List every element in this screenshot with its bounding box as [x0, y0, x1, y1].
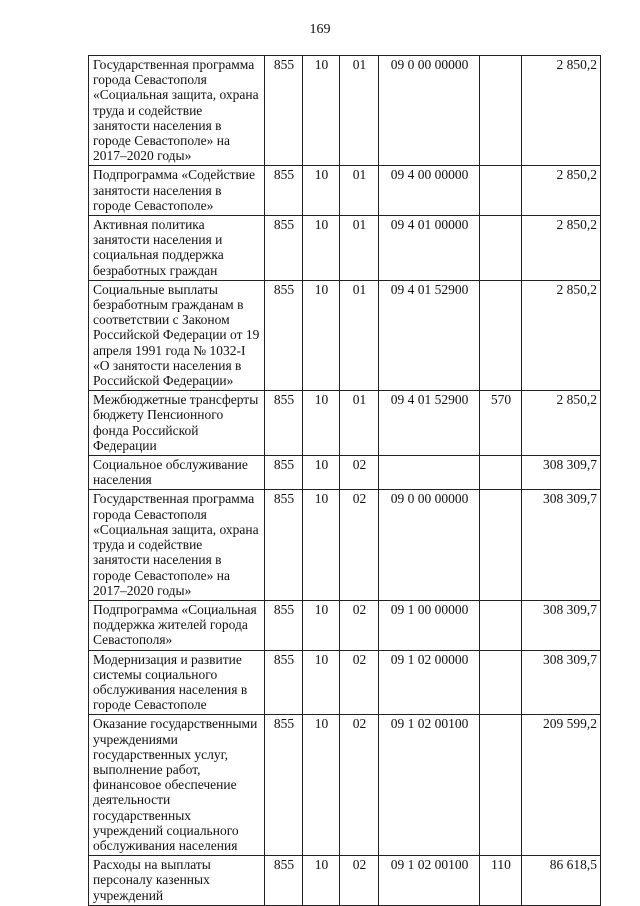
subsection-code-cell: 02: [340, 600, 379, 650]
table-row: [89, 216, 601, 281]
admin-code-cell: 855: [265, 856, 303, 906]
expense-type-cell: 570: [480, 391, 522, 456]
amount-cell: 2 850,2: [522, 391, 601, 456]
table-row: [89, 600, 601, 650]
admin-code-cell: 855: [265, 56, 303, 166]
row-name-cell: Модернизация и развитие системы социального обслуживания населения в городе Севастополе: [89, 650, 265, 715]
amount-cell: 209 599,2: [522, 715, 601, 856]
subsection-code-cell: 02: [340, 715, 379, 856]
section-code-cell: 10: [303, 280, 340, 390]
budget-table-body: [89, 56, 601, 906]
admin-code-cell: 855: [265, 456, 303, 490]
table-row: [89, 391, 601, 456]
amount-cell: 308 309,7: [522, 600, 601, 650]
expense-type-cell: [480, 600, 522, 650]
section-code-cell: 10: [303, 391, 340, 456]
amount-cell: 2 850,2: [522, 166, 601, 216]
row-name-cell: Государственная программа города Севастополя «Социальная защита, охрана труда и содействие занятости населения в городе Севастополе» на 2017–2020 годы»: [89, 56, 265, 166]
admin-code-cell: 855: [265, 391, 303, 456]
amount-cell: 2 850,2: [522, 216, 601, 281]
expense-type-cell: [480, 216, 522, 281]
budget-table: [88, 55, 601, 906]
subsection-code-cell: 01: [340, 166, 379, 216]
admin-code-cell: 855: [265, 650, 303, 715]
expense-type-cell: [480, 166, 522, 216]
amount-cell: 86 618,5: [522, 856, 601, 906]
row-name-cell: Оказание государственными учреждениями государственных услуг, выполнение работ, финансовое обеспечение деятельности государственных учреждений социального обслуживания населения: [89, 715, 265, 856]
expense-type-cell: [480, 456, 522, 490]
target-code-cell: 09 4 00 00000: [379, 166, 480, 216]
target-code-cell: 09 0 00 00000: [379, 490, 480, 600]
admin-code-cell: 855: [265, 280, 303, 390]
admin-code-cell: 855: [265, 600, 303, 650]
subsection-code-cell: 01: [340, 56, 379, 166]
table-row: [89, 715, 601, 856]
target-code-cell: 09 0 00 00000: [379, 56, 480, 166]
amount-cell: 2 850,2: [522, 56, 601, 166]
target-code-cell: [379, 456, 480, 490]
section-code-cell: 10: [303, 600, 340, 650]
table-row: [89, 650, 601, 715]
admin-code-cell: 855: [265, 715, 303, 856]
section-code-cell: 10: [303, 216, 340, 281]
amount-cell: 308 309,7: [522, 490, 601, 600]
amount-cell: 2 850,2: [522, 280, 601, 390]
expense-type-cell: [480, 490, 522, 600]
admin-code-cell: 855: [265, 216, 303, 281]
subsection-code-cell: 01: [340, 391, 379, 456]
subsection-code-cell: 01: [340, 216, 379, 281]
row-name-cell: Государственная программа города Севастополя «Социальная защита, охрана труда и содействие занятости населения в городе Севастополе» на 2017–2020 годы»: [89, 490, 265, 600]
page-number: 169: [309, 22, 331, 37]
subsection-code-cell: 02: [340, 650, 379, 715]
table-row: [89, 166, 601, 216]
row-name-cell: Социальные выплаты безработным гражданам в соответствии с Законом Российской Федерации от 19 апреля 1991 года № 1032-I «О занятости населения в Российской Федерации»: [89, 280, 265, 390]
expense-type-cell: [480, 650, 522, 715]
target-code-cell: 09 1 02 00100: [379, 856, 480, 906]
target-code-cell: 09 4 01 00000: [379, 216, 480, 281]
row-name-cell: Социальное обслуживание населения: [89, 456, 265, 490]
row-name-cell: Подпрограмма «Содействие занятости населения в городе Севастополе»: [89, 166, 265, 216]
section-code-cell: 10: [303, 166, 340, 216]
row-name-cell: Расходы на выплаты персоналу казенных учреждений: [89, 856, 265, 906]
expense-type-cell: [480, 56, 522, 166]
row-name-cell: Подпрограмма «Социальная поддержка жителей города Севастополя»: [89, 600, 265, 650]
table-row: [89, 490, 601, 600]
expense-type-cell: [480, 715, 522, 856]
target-code-cell: 09 1 02 00000: [379, 650, 480, 715]
section-code-cell: 10: [303, 715, 340, 856]
section-code-cell: 10: [303, 856, 340, 906]
amount-cell: 308 309,7: [522, 650, 601, 715]
table-row: [89, 456, 601, 490]
row-name-cell: Межбюджетные трансферты бюджету Пенсионного фонда Российской Федерации: [89, 391, 265, 456]
subsection-code-cell: 01: [340, 280, 379, 390]
table-row: [89, 856, 601, 906]
target-code-cell: 09 4 01 52900: [379, 280, 480, 390]
admin-code-cell: 855: [265, 490, 303, 600]
subsection-code-cell: 02: [340, 456, 379, 490]
section-code-cell: 10: [303, 56, 340, 166]
section-code-cell: 10: [303, 650, 340, 715]
table-row: [89, 56, 601, 166]
section-code-cell: 10: [303, 490, 340, 600]
section-code-cell: 10: [303, 456, 340, 490]
expense-type-cell: [480, 280, 522, 390]
target-code-cell: 09 1 02 00100: [379, 715, 480, 856]
target-code-cell: 09 1 00 00000: [379, 600, 480, 650]
table-row: [89, 280, 601, 390]
row-name-cell: Активная политика занятости населения и социальная поддержка безработных граждан: [89, 216, 265, 281]
admin-code-cell: 855: [265, 166, 303, 216]
subsection-code-cell: 02: [340, 490, 379, 600]
subsection-code-cell: 02: [340, 856, 379, 906]
target-code-cell: 09 4 01 52900: [379, 391, 480, 456]
amount-cell: 308 309,7: [522, 456, 601, 490]
expense-type-cell: 110: [480, 856, 522, 906]
